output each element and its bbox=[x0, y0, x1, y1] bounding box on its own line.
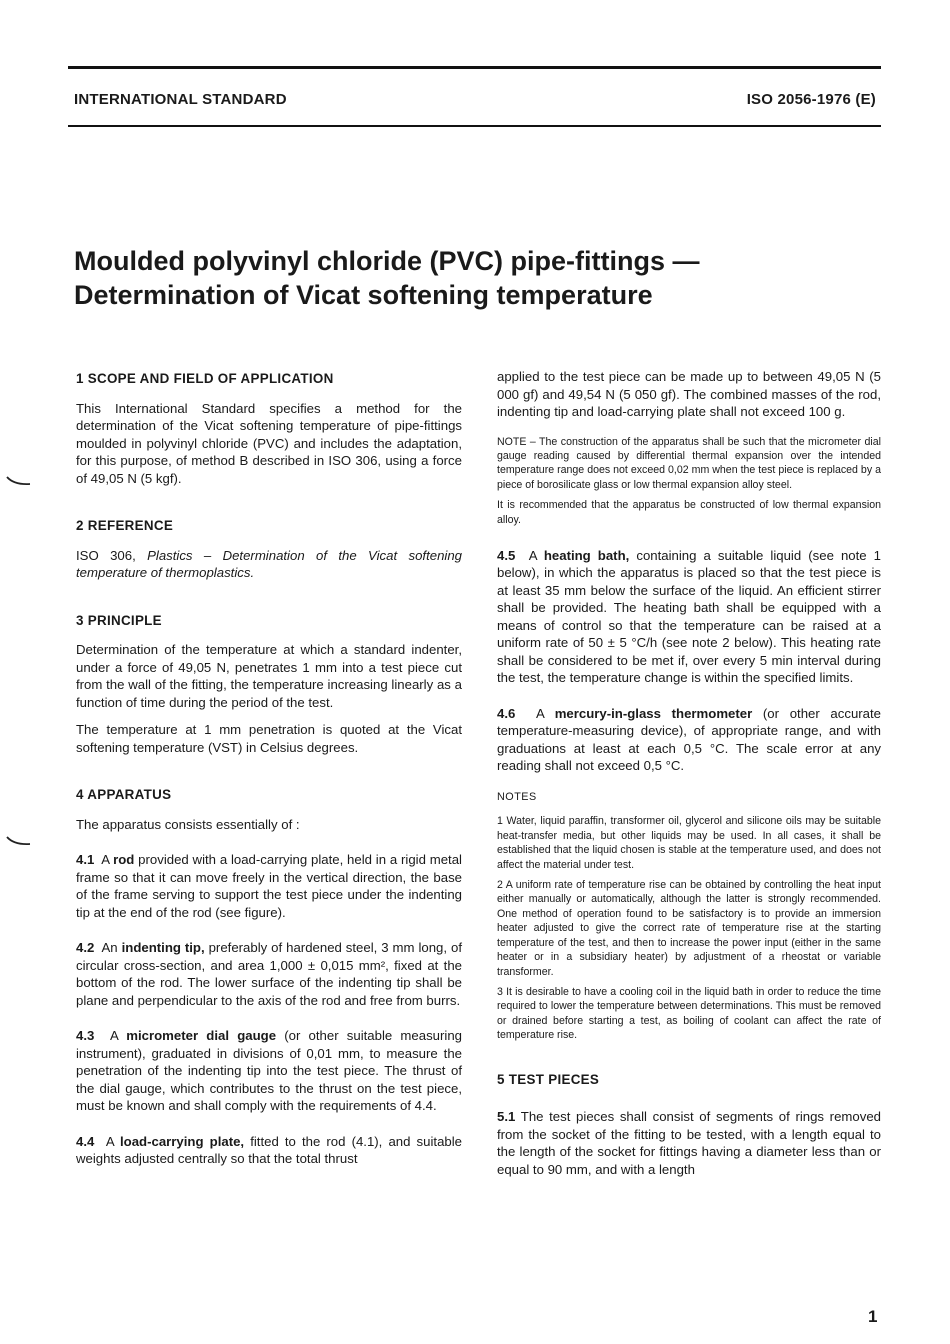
clause-term: micrometer dial gauge bbox=[126, 1028, 277, 1043]
margin-mark-icon bbox=[6, 476, 32, 486]
clause-number: 4.2 bbox=[76, 940, 95, 955]
clause-4-4-continued: applied to the test piece can be made up to between 49,05 N (5 000 gf) and 49,54 N (5 050 gf). The combined masses of the rod, indenting tip and load-carrying plate shall not exceed 100 g. bbox=[497, 369, 881, 419]
title-line-2: Determination of Vicat softening temperature bbox=[74, 280, 653, 310]
header-rule bbox=[68, 125, 881, 127]
clause-text: The test pieces shall consist of segments of rings removed from the socket of the fitting to be tested, with a length equal to the length of the socket for fittings having a diameter less than or equal to 90 mm, and with a length bbox=[497, 1109, 881, 1177]
clause-term: indenting tip, bbox=[121, 940, 205, 955]
clause-number: 4.5 bbox=[497, 547, 516, 563]
clause-lead: An bbox=[101, 940, 122, 955]
left-column bbox=[76, 370, 462, 1168]
note-4-4-recommendation: It is recommended that the apparatus be constructed of low thermal expansion alloy. bbox=[497, 499, 881, 526]
clause-number: 4.3 bbox=[76, 1028, 95, 1043]
clause-term: load-carrying plate, bbox=[120, 1133, 245, 1149]
top-rule bbox=[68, 66, 881, 69]
clause-term: mercury-in-glass thermometer bbox=[554, 705, 753, 721]
page-number: 1 bbox=[868, 1307, 878, 1326]
clause-number: 4.1 bbox=[76, 852, 95, 867]
note-4-4: NOTE – The construction of the apparatus shall be such that the micrometer dial gauge reading caused by differential thermal expansion over the intended temperature range does not exceed 0,02 mm when the test piece is replaced by a piece of borosilicate glass or low thermal expansion alloy steel. bbox=[497, 435, 881, 491]
header-document-code: ISO 2056-1976 (E) bbox=[746, 91, 876, 108]
reference-title: Plastics – Determination of the Vicat softening temperature of thermoplastics. bbox=[76, 547, 462, 580]
scope-text: This International Standard specifies a method for the determination of the Vicat softening temperature of pipe-fittings moulded in polyvinyl chloride (PVC) and includes the adaptation, for this purpose, of method B described in ISO 306, using a force of 49,05 N (5 kgf). bbox=[76, 400, 462, 486]
clause-text: fitted to the rod (4.1), and suitable weights adjusted centrally so that the total thrust bbox=[76, 1133, 463, 1166]
principle-paragraph-2: The temperature at 1 mm penetration is quoted at the Vicat softening temperature (VST) in Celsius degrees. bbox=[76, 722, 462, 755]
clause-lead: A bbox=[535, 705, 555, 721]
title-line-1: Moulded polyvinyl chloride (PVC) pipe-fittings — bbox=[74, 246, 700, 276]
clause-text: containing a suitable liquid (see note 1 below), in which the apparatus is placed so that the test piece is at least 35 mm below the surface of the liquid. An efficient stirrer shall be provided. The heating bath shall be equipped with a means of control so that the temperature can be raised at a uniform rate of 50 ± 5 °C/h (see note 2 below). This heating rate shall be considered to be met if, over every 5 min interval during the test, the temperature change is within the specified limits. bbox=[497, 547, 881, 686]
margin-mark-icon bbox=[6, 836, 32, 846]
clause-number: 5.1 bbox=[497, 1109, 516, 1125]
clause-text: provided with a load-carrying plate, held in a rigid metal frame so that it can move freely in the vertical direction, the base of the frame serving to support the test piece under the indenting tip at the end of the rod (see figure). bbox=[76, 852, 462, 920]
clause-lead: A bbox=[528, 547, 544, 563]
section-heading-test-pieces: 5 TEST PIECES bbox=[497, 1071, 600, 1087]
clause-4-2 bbox=[76, 939, 462, 1009]
clause-number: 4.4 bbox=[76, 1133, 95, 1149]
reference-text bbox=[76, 547, 462, 582]
clause-text: (or other suitable measuring instrument), graduated in divisions of 0,01 mm, to measure the penetration of the indenting tip into the test piece. The thrust of the dial gauge, which contributes to the thrust on the test piece, must be known and shall comply with the requirements of 4.4. bbox=[76, 1028, 462, 1113]
clause-4-5 bbox=[497, 547, 881, 687]
clause-text: preferably of hardened steel, 3 mm long, of circular cross-section, and area 1,000 ± 0,015 mm², fixed at the bottom of the rod. The lower surface of the indenting tip shall be plane and perpendicular to the axis of the rod and free from burrs. bbox=[76, 940, 462, 1008]
section-heading-principle: 3 PRINCIPLE bbox=[76, 612, 162, 628]
clause-number: 4.6 bbox=[497, 705, 516, 721]
clause-lead: A bbox=[110, 1028, 127, 1043]
clause-4-6 bbox=[497, 705, 881, 775]
page-title bbox=[74, 244, 700, 312]
clause-text: (or other accurate temperature-measuring device), of appropriate range, and with graduations at least at each 0,5 °C. The scale error at any reading shall not exceed 0,5 °C. bbox=[497, 705, 881, 774]
notes-heading: NOTES bbox=[497, 790, 537, 803]
apparatus-intro: The apparatus consists essentially of : bbox=[76, 816, 300, 832]
clause-lead: A bbox=[105, 1133, 120, 1149]
section-heading-scope: 1 SCOPE AND FIELD OF APPLICATION bbox=[76, 371, 334, 386]
principle-paragraph-1: Determination of the temperature at which a standard indenter, under a force of 49,05 N, penetrates 1 mm into a test piece cut from the wall of the fitting, the temperature increasing linearly as a function of time during the period of the test. bbox=[76, 642, 462, 710]
note-1: 1 Water, liquid paraffin, transformer oil, glycerol and silicone oils may be suitable heat-transfer media, but other liquids may be used. In all cases, it shall be established that the liquid chosen is stable at the temperature used, and does not affect the material under test. bbox=[497, 815, 881, 871]
right-column bbox=[497, 368, 881, 1178]
clause-lead: A bbox=[101, 852, 114, 867]
clause-term: rod bbox=[113, 852, 135, 867]
note-2: 2 A uniform rate of temperature rise can be obtained by controlling the heat input either manually or automatically, although the latter is strongly recommended. One method of operation found to be satisfactory is to provide an immersion heater adjusted to give the correct rate of temperature rise at the starting temperature of the test, and then to increase the power input (either in the same heater or in a subsidiary heater) by adjustment of a rheostat or variable transformer. bbox=[497, 879, 881, 978]
clause-term: heating bath, bbox=[543, 547, 630, 563]
clause-4-4 bbox=[76, 1133, 462, 1168]
reference-code: ISO 306, bbox=[76, 547, 148, 563]
clause-4-3 bbox=[76, 1027, 462, 1115]
section-heading-reference: 2 REFERENCE bbox=[76, 518, 174, 533]
clause-4-1 bbox=[76, 851, 462, 921]
header-standard-label: INTERNATIONAL STANDARD bbox=[74, 91, 287, 108]
clause-5-1 bbox=[497, 1108, 881, 1178]
section-heading-apparatus: 4 APPARATUS bbox=[76, 787, 172, 802]
note-3: 3 It is desirable to have a cooling coil in the liquid bath in order to reduce the time required to lower the temperature between determinations. This must be removed or drained before starting a test, as boiling of coolant can affect the rate of temperature rise. bbox=[497, 985, 881, 1042]
